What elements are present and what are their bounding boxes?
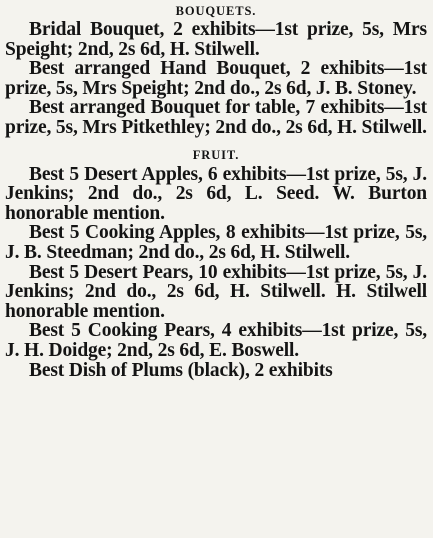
section-heading-fruit: FRUIT. <box>192 147 240 162</box>
entry-table-bouquet: Best arranged Bouquet for table, 7 exhibits—1st prize, 5s, Mrs Pitkethley; 2nd do., 2s 6d, H. Stilwell. <box>5 97 427 138</box>
entry-desert-pears: Best 5 Desert Pears, 10 exhibits—1st prize, 5s, J. Jenkins; 2nd do., 2s 6d, H. Stilwell. H. Stilwell honorable mention. <box>5 261 427 322</box>
section-heading-bouquets: BOUQUETS. <box>175 4 257 18</box>
entry-bridal-bouquet: Bridal Bouquet, 2 exhibits—1st prize, 5s, Mrs Speight; 2nd, 2s 6d, H. Stilwell. <box>5 19 427 60</box>
entry-desert-apples: Best 5 Desert Apples, 6 exhibits—1st prize, 5s, J. Jenkins; 2nd do., 2s 6d, L. Seed. W. Burton honorable mention. <box>5 163 427 224</box>
entry-hand-bouquet: Best arranged Hand Bouquet, 2 exhibits—1st prize, 5s, Mrs Speight; 2nd do., 2s 6d, J. B. Stoney. <box>5 58 427 99</box>
entry-cooking-pears: Best 5 Cooking Pears, 4 exhibits—1st prize, 5s, J. H. Doidge; 2nd, 2s 6d, E. Boswell. <box>5 320 427 361</box>
entry-cooking-apples: Best 5 Cooking Apples, 8 exhibits—1st prize, 5s, J. B. Steedman; 2nd do., 2s 6d, H. Stilwell. <box>5 222 427 263</box>
entry-plums-black: Best Dish of Plums (black), 2 exhibits <box>29 359 333 381</box>
